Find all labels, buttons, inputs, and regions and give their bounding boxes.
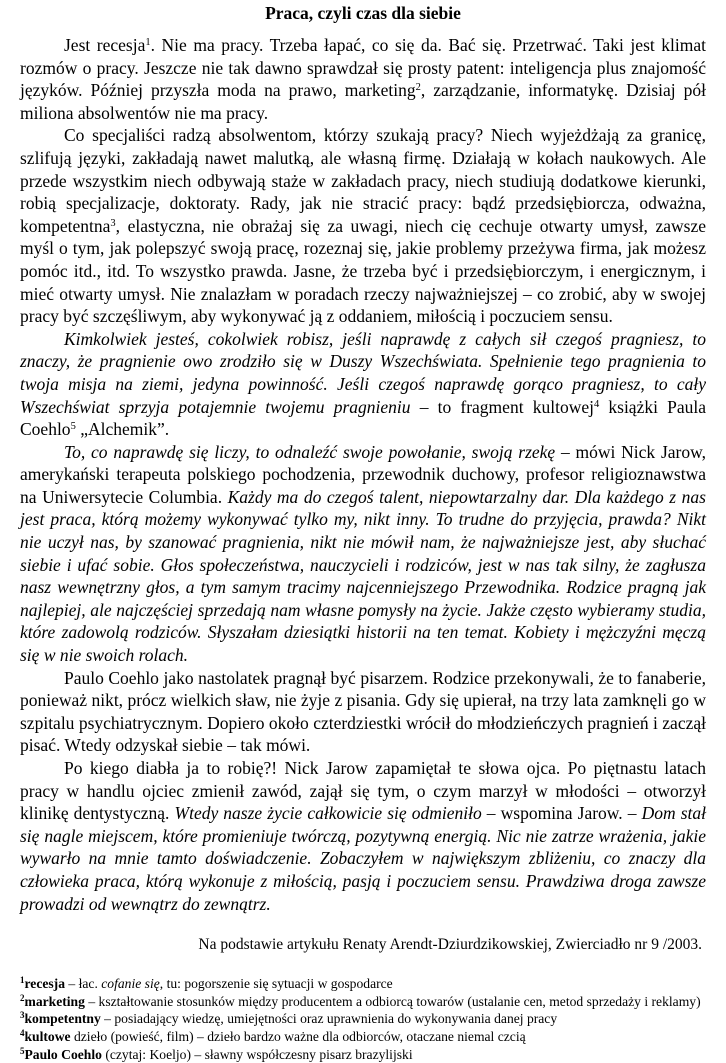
footnote [20, 1046, 706, 1063]
footnote [20, 993, 706, 1011]
footnote-ref: 3 [110, 217, 116, 229]
italic-text: Wtedy nasze życie całkowicie się odmieniło [174, 803, 482, 824]
footnote-term: Paulo Coehlo [24, 1046, 102, 1062]
italic-text: Każdy ma do czegoś talent, niepowtarzalny dar. Dla każdego z nas jest praca, którą możemy wykonywać tylko my, nikt inny. To trudne do przyjęcia, prawda? Nikt nie uczył nas, by szanować pragnienia, nikt nie mówił nam, że najważniejsze jest, aby słuchać siebie i ufać sobie. Głos społeczeństwa, nauczycieli i rodziców, jest w nas tak silny, że zagłusza nasz wewnętrzny głos, a tym samym tracimy najcenniejszego Przewodnika. Rodzice pragną jak najlepiej, ale najczęściej sprzedają nam własne pomysły na życie. Jakże często wybieramy studia, które zadowolą rodziców. Słyszałam dziesiątki historii na ten temat. Kobiety i mężczyźni męczą się w nie swoich rolach. [20, 486, 706, 666]
footnote-term: recesja [24, 976, 66, 992]
footnote-term: kultowe [24, 1028, 71, 1044]
text-run: Jest recesja [64, 35, 146, 55]
footnote-number: 2 [20, 992, 25, 1003]
text-run: . Nie ma pracy. Trzeba łapać, co się da. Bać się. Przetrwać. Taki jest klimat rozmów o pracy. Jeszcze nie tak dawno sprawdzał się prosty patent: inteligencja plus znajomość języków. Później przyszła moda na prawo, marketing [20, 35, 706, 101]
text-run: – łac. [65, 976, 102, 992]
footnote-ref: 1 [145, 37, 151, 48]
text-run: książki Paula Coehlo [20, 396, 706, 440]
source-citation: Na podstawie artykułu Renaty Arendt-Dziurdzikowskiej, Zwierciadło nr 9 /2003. [198, 936, 702, 954]
text-run: Paulo Coehlo jako nastolatek pragnął być pisarzem. Rodzice przekonywali, że to fanaberie, ponieważ nikt, prócz wielkich sław, nie żyje z pisania. Gdy się upierał, na trzy lata zamknęli go w szpitalu psychiatrycznym. Dopiero około czterdziestki wrócił do młodzieńczych pragnień i zaczął pisać. Wtedy odzyskał siebie – tak mówi. [20, 667, 706, 756]
text-run: – to fragment kultowej [410, 396, 594, 417]
footnote-ref: 5 [70, 421, 76, 433]
footnote-term: kompetentny [24, 1011, 101, 1027]
text-run: , zarządzanie, informatykę. Dzisiaj pół miliona absolwentów nie ma pracy. [20, 80, 706, 123]
paragraph [20, 667, 706, 757]
text-run: – posiadający wiedzę, umiejętności oraz uprawnienia do wykonywania danej pracy [100, 1011, 558, 1027]
text-run: Co specjaliści radzą absolwentom, którzy szukają pracy? Niech wyjeżdżają za granicę, szlifują języki, zakładają nawet malutką, ale własną firmę. Działają w kołach naukowych. Ale przede wszystkim niech odbywają staże w zakładach pracy, niech studiują dodatkowe kierunki, robią specjalizacje, doktoraty. Rady, jak nie stracić pracy: bądź przedsiębiorcza, odważna, kompetentna [20, 125, 706, 236]
text-run: (czytaj: Koeljo) – sławny współczesny pisarz brazylijski [101, 1046, 413, 1062]
footnote-number: 4 [20, 1027, 25, 1038]
text-run: Po kiego diabła ja to robię?! Nick Jarow zapamiętał te słowa ojca. Po piętnastu latach pracy w handlu ojciec zmienił zawód, zajął się tym, o czym marzył w młodości – otworzył klinikę dentystyczną. [20, 758, 706, 824]
article-title: Praca, czyli czas dla siebie [265, 3, 461, 23]
text-run: dzieło (powieść, film) – dzieło bardzo ważne dla odbiorców, otaczane niemal czcią [70, 1028, 526, 1044]
paragraph [20, 34, 706, 124]
paragraph [20, 124, 706, 327]
text-run: „Alchemik”. [75, 419, 170, 440]
italic-text: cofanie się [101, 976, 160, 992]
italic-text: Dom stał się nagle miejscem, które promieniuje twórczą, pozytywną energią. Nic nie zatrze wrażenia, jakie wywarło na mnie tamto doświadczenie. Zobaczyłem w największym zbliżeniu, co znaczy dla człowieka praca, którą wykonuje z miłością, pasją i poczuciem sensu. Prawdziwa droga zawsze prowadzi od wewnątrz do zewnątrz. [20, 803, 706, 914]
footnote [20, 975, 706, 993]
italic-text: To, co naprawdę się liczy, to odnaleźć swoje powołanie, swoją rzekę [64, 441, 556, 462]
paragraph [20, 757, 706, 915]
footnote [20, 1028, 706, 1046]
footnote-ref: 2 [415, 82, 421, 94]
footnote-term: marketing [24, 993, 85, 1009]
footnote-number: 3 [20, 1010, 25, 1021]
article-body [20, 34, 706, 915]
paragraph [20, 328, 706, 441]
text-run: , elastyczna, nie obrażaj się za uwagi, niech cię cechuje otwarty umysł, zawsze myśl o tym, jak polepszyć swoją pracę, rozeznaj się, jakie problemy przeżywa firma, jak możesz pomóc itd., itd. To wszystko prawda. Jasne, że trzeba być i przedsiębiorczym, i energicznym, i mieć otwarty umysł. Nie znalazłam w poradach rzeczy najważniejszej – co zrobić, aby w swojej pracy być szczęśliwym, aby wykonywać ją z oddaniem, miłością i poczuciem sensu. [20, 215, 706, 327]
footnote-number: 5 [20, 1045, 25, 1056]
text-run: – wspomina Jarow. – [481, 803, 642, 824]
text-run: – kształtowanie stosunków między producentem a odbiorcą towarów (ustalanie cen, metod sprzedaży i reklamy) [84, 993, 701, 1009]
footnote-number: 1 [20, 975, 25, 986]
paragraph [20, 441, 706, 667]
footnote-ref: 4 [593, 398, 600, 410]
italic-text: Kimkolwiek jesteś, cokolwiek robisz, jeśli naprawdę z całych sił czegoś pragniesz, to znaczy, że pragnienie owo zrodziło się w Duszy Wszechświata. Spełnienie tego pragnienia to twoja misja na ziemi, jedyna powinność. Jeśli czegoś naprawdę gorąco pragniesz, to cały Wszechświat sprzyja potajemnie twojemu pragnieniu [20, 328, 706, 417]
footnotes [20, 975, 706, 1063]
text-run: – mówi Nick Jarow, amerykański terapeuta polskiego pochodzenia, przewodnik duchowy, profesor religioznawstwa na Uniwersytecie Columbia. [20, 441, 706, 507]
footnote [20, 1010, 706, 1028]
text-run: , tu: pogorszenie się sytuacji w gospodarce [159, 976, 393, 992]
